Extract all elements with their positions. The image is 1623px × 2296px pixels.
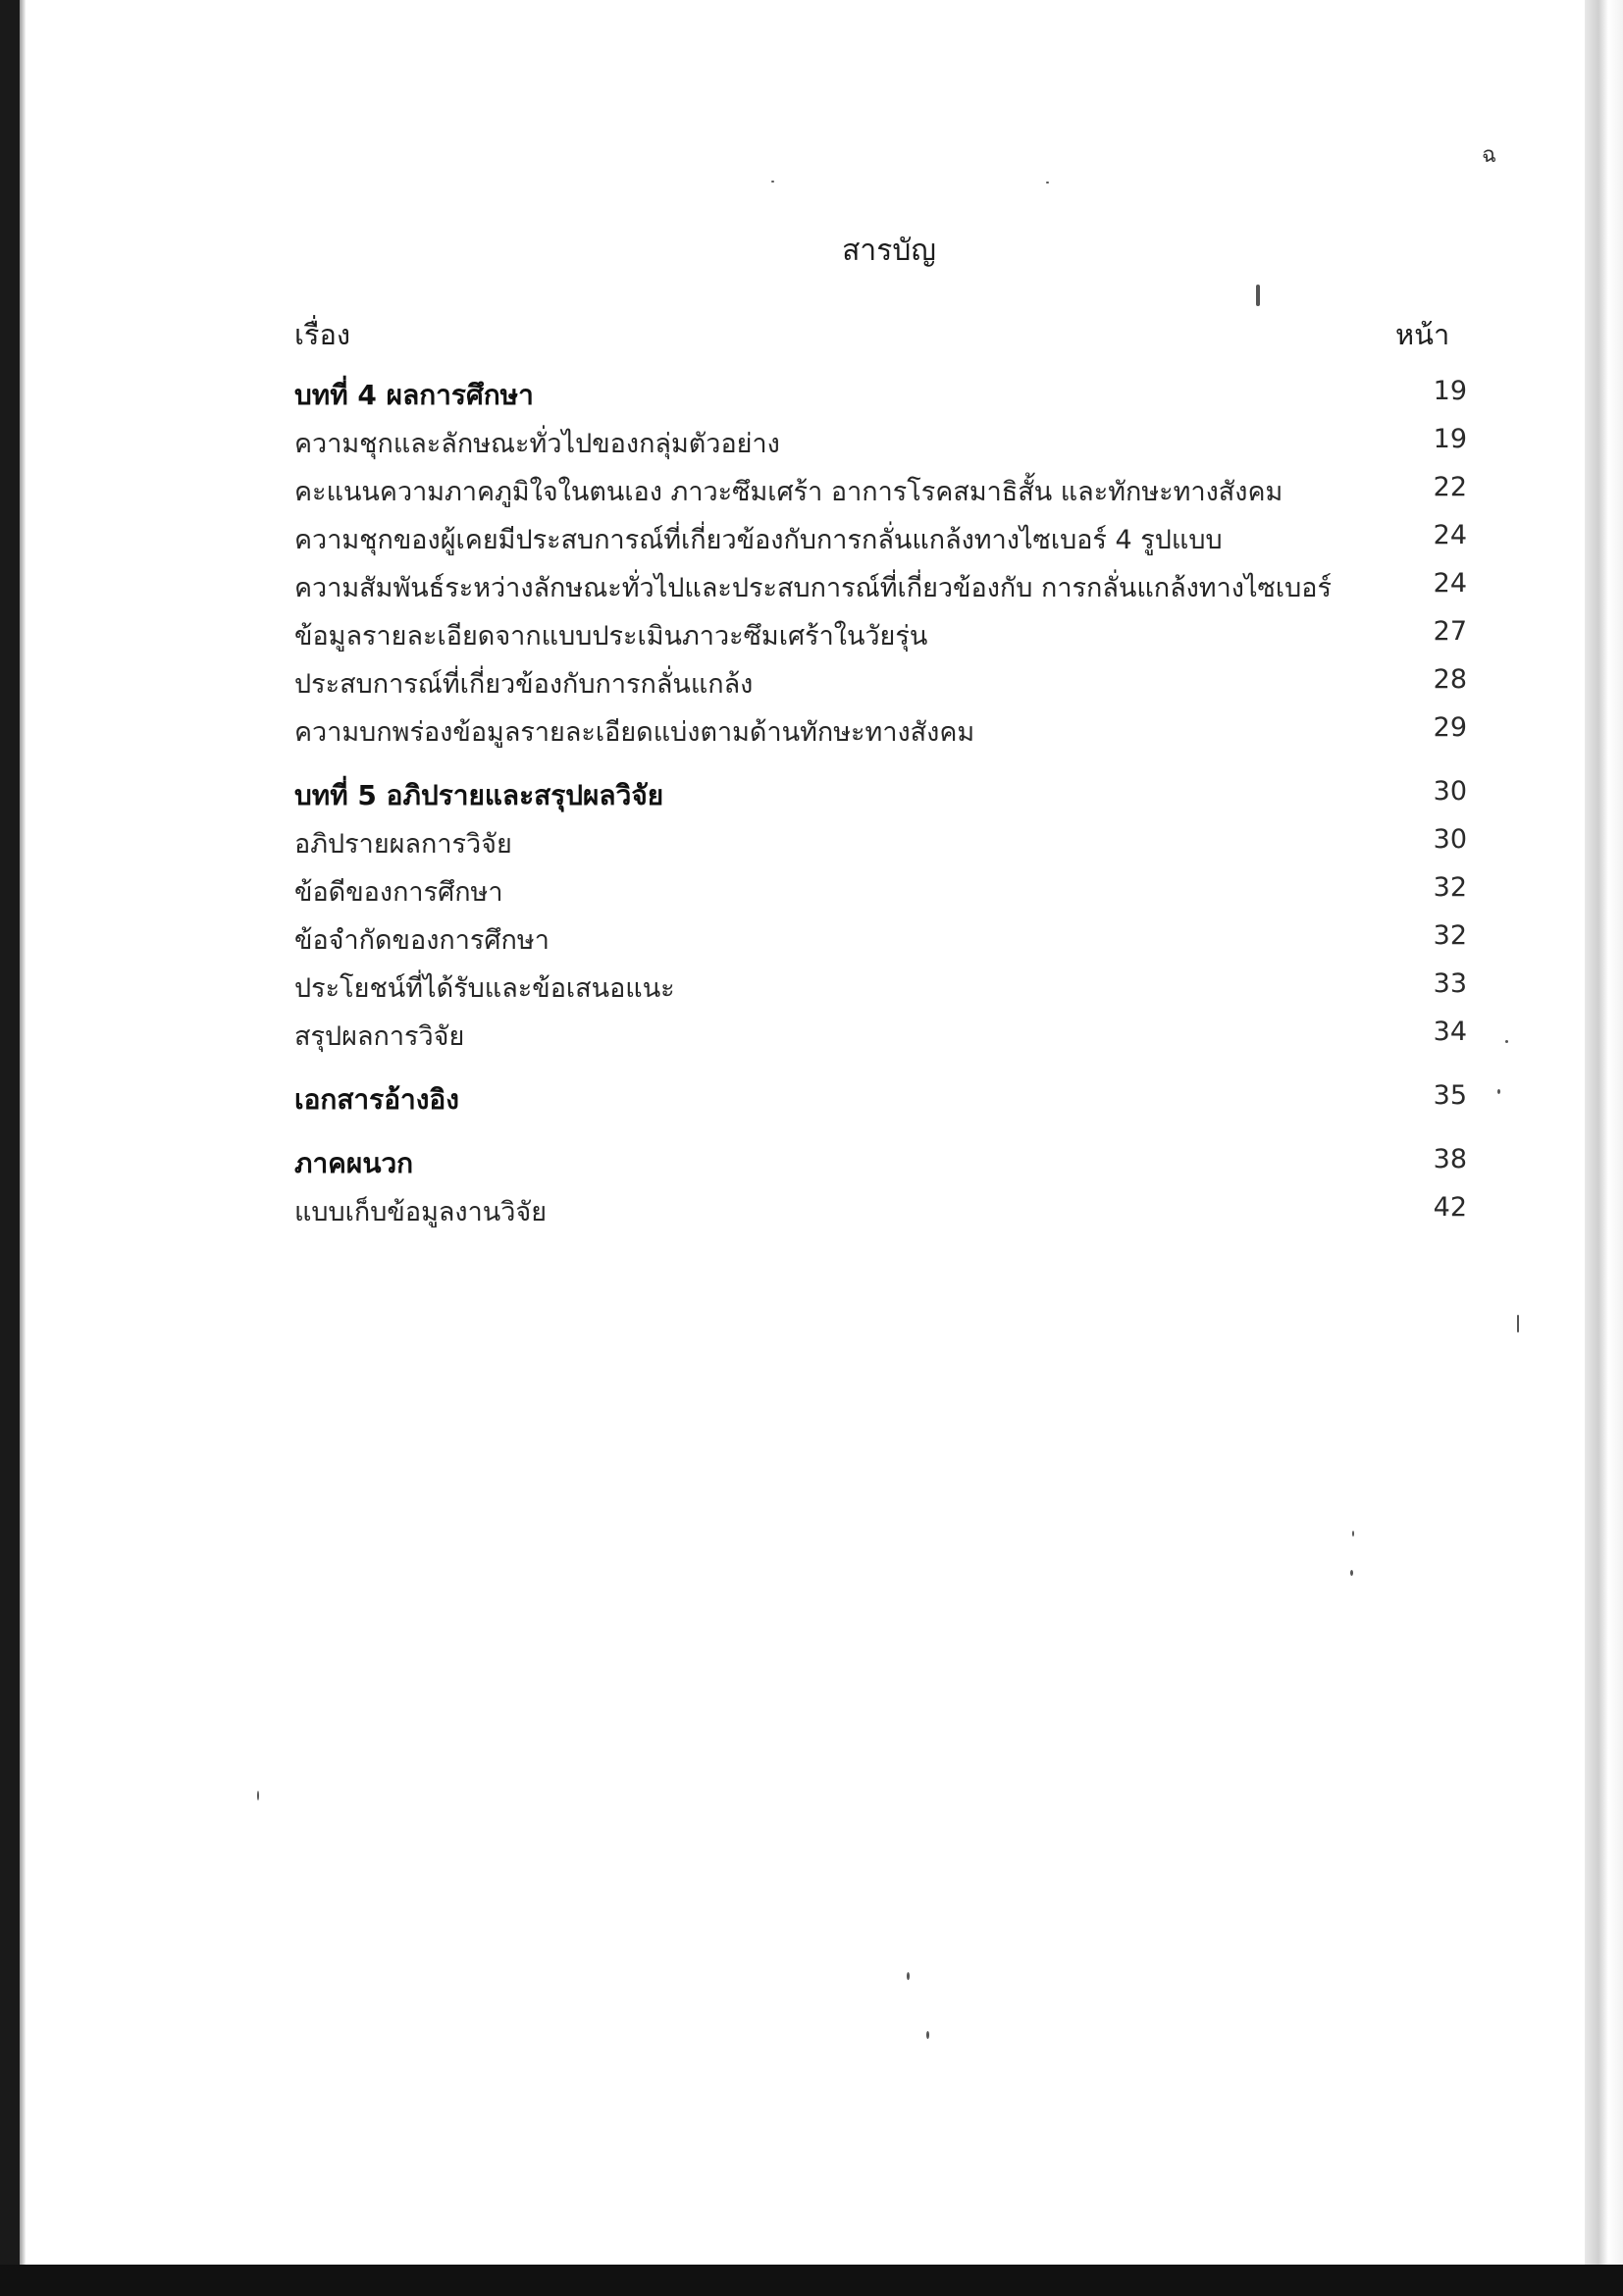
toc-entry-page: 33 — [1433, 968, 1467, 999]
toc-entry-page: 24 — [1433, 568, 1467, 599]
toc-entry — [294, 816, 1467, 864]
toc-title: สารบัญ — [842, 234, 936, 268]
scan-speck — [1517, 1315, 1519, 1332]
toc-entry-title: คะแนนความภาคภูมิใจในตนเอง ภาวะซึมเศร้า อาการโรคสมาธิสั้น และทักษะทางสังคม — [294, 477, 1283, 507]
toc-entry-page: 32 — [1433, 920, 1467, 951]
toc-entry-page: 30 — [1433, 824, 1467, 855]
scan-speck — [1350, 1570, 1353, 1576]
toc-entry-page: 35 — [1433, 1080, 1467, 1111]
scan-left-border — [0, 0, 20, 2296]
toc-entry-title: ความชุกและลักษณะทั่วไปของกลุ่มตัวอย่าง — [294, 429, 780, 459]
toc-entry-page: 42 — [1433, 1192, 1467, 1223]
topic-column-header: เรื่อง — [294, 318, 351, 351]
toc-entry — [294, 512, 1467, 560]
page-column-header: หน้า — [1395, 318, 1450, 351]
toc-list — [294, 368, 1467, 1232]
toc-entry — [294, 416, 1467, 464]
toc-entry-title: ประสบการณ์ที่เกี่ยวข้องกับการกลั่นแกล้ง — [294, 669, 754, 700]
scan-speck — [1046, 182, 1049, 183]
scan-right-border — [1585, 0, 1623, 2296]
toc-entry-title: ประโยชน์ที่ได้รับและข้อเสนอแนะ — [294, 973, 675, 1004]
toc-entry-page: 19 — [1433, 376, 1467, 406]
toc-entry-title: อภิปรายผลการวิจัย — [294, 829, 512, 860]
toc-entry — [294, 1009, 1467, 1057]
toc-chapter — [294, 1072, 1467, 1121]
toc-chapter — [294, 1136, 1467, 1184]
toc-entry-title: ความชุกของผู้เคยมีประสบการณ์ที่เกี่ยวข้องกับการกลั่นแกล้งทางไซเบอร์ 4 รูปแบบ — [294, 525, 1223, 555]
scan-speck — [257, 1791, 259, 1800]
toc-entry-page: 30 — [1433, 776, 1467, 807]
document-page — [26, 0, 1585, 2265]
toc-entry-title: ความสัมพันธ์ระหว่างลักษณะทั่วไปและประสบการณ์ที่เกี่ยวข้องกับ การกลั่นแกล้งทางไซเบอร์ — [294, 573, 1332, 603]
toc-chapter — [294, 768, 1467, 816]
toc-entry-page: 22 — [1433, 472, 1467, 502]
toc-entry-title: ข้อดีของการศึกษา — [294, 877, 503, 908]
toc-entry-page: 28 — [1433, 664, 1467, 695]
toc-entry — [294, 704, 1467, 753]
toc-entry-page: 38 — [1433, 1144, 1467, 1174]
toc-entry-title: ข้อมูลรายละเอียดจากแบบประเมินภาวะซึมเศร้าในวัยรุ่น — [294, 621, 928, 652]
scan-bottom-border — [0, 2265, 1623, 2296]
scan-speck — [1256, 285, 1260, 306]
toc-entry — [294, 961, 1467, 1009]
toc-entry-title: แบบเก็บข้อมูลงานวิจัย — [294, 1197, 548, 1227]
scan-speck — [1505, 1040, 1508, 1043]
toc-entry — [294, 656, 1467, 704]
toc-entry-title: สรุปผลการวิจัย — [294, 1021, 465, 1052]
toc-entry — [294, 608, 1467, 656]
scan-speck — [907, 1972, 910, 1980]
toc-entry — [294, 913, 1467, 961]
toc-entry-page: 24 — [1433, 520, 1467, 550]
toc-entry-page: 34 — [1433, 1017, 1467, 1047]
toc-entry-title: บทที่ 5 อภิปรายและสรุปผลวิจัย — [294, 779, 664, 811]
toc-entry — [294, 560, 1467, 608]
toc-entry-title: ข้อจำกัดของการศึกษา — [294, 925, 550, 956]
toc-entry-title: ความบกพร่องข้อมูลรายละเอียดแบ่งตามด้านทักษะทางสังคม — [294, 717, 975, 748]
toc-entry — [294, 464, 1467, 512]
scan-speck — [926, 2031, 929, 2039]
toc-entry — [294, 1184, 1467, 1232]
toc-entry-title: ภาคผนวก — [294, 1147, 414, 1179]
scan-speck — [1352, 1531, 1354, 1537]
toc-chapter — [294, 368, 1467, 416]
scan-speck — [1497, 1089, 1500, 1094]
page-number: ฉ — [1482, 143, 1496, 168]
toc-entry-page: 29 — [1433, 712, 1467, 743]
toc-entry-page: 32 — [1433, 872, 1467, 903]
scan-speck — [771, 181, 774, 183]
toc-entry-title: เอกสารอ้างอิง — [294, 1083, 459, 1116]
toc-entry-page: 27 — [1433, 616, 1467, 647]
toc-entry-page: 19 — [1433, 424, 1467, 454]
toc-entry — [294, 864, 1467, 913]
toc-entry-title: บทที่ 4 ผลการศึกษา — [294, 379, 534, 411]
